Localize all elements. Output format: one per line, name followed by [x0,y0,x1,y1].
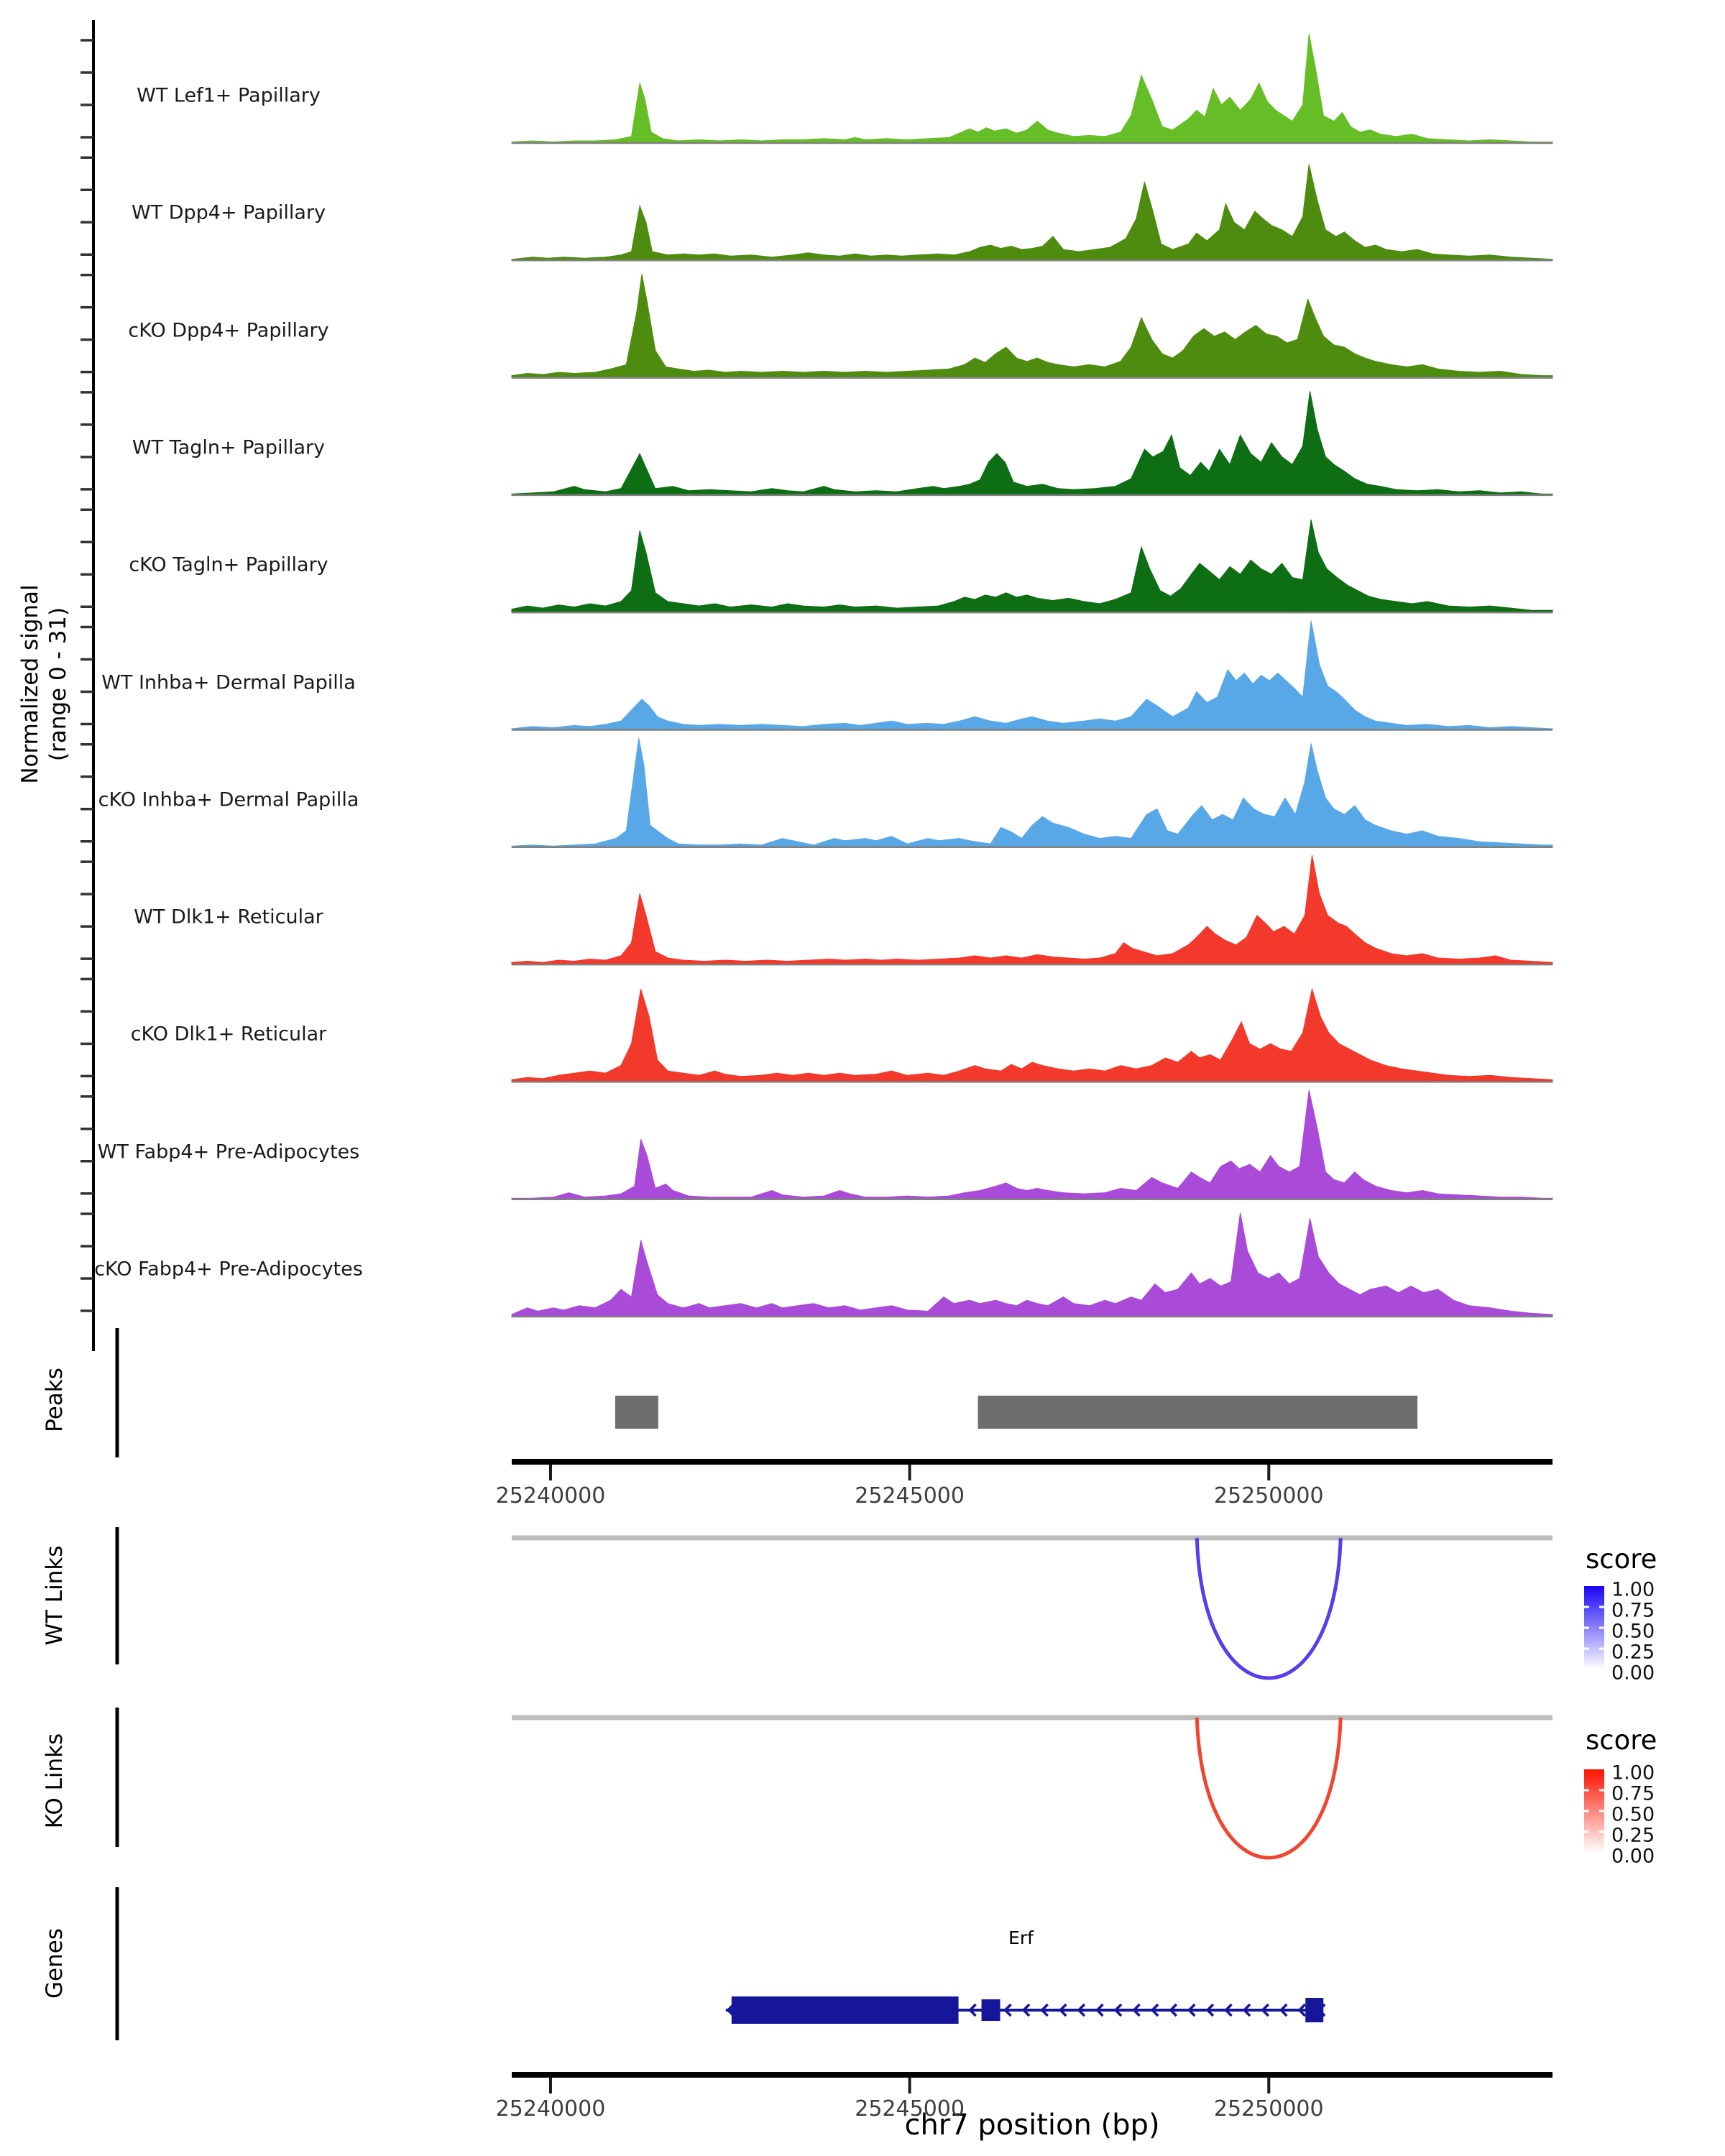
coverage-track [512,34,1552,143]
score-legend-tick-label: 0.75 [1611,1782,1655,1805]
coverage-track [512,1213,1552,1317]
wt-links-score-legend-title: score [1586,1544,1657,1575]
x-axis-tick-label: 25245000 [855,2096,965,2122]
y-axis-label-line2: (range 0 - 31) [45,607,71,762]
link-arc [1197,1718,1340,1858]
coverage-track [512,274,1552,377]
coverage-track [512,1090,1552,1199]
x-axis-tick-label: 25240000 [495,1483,606,1508]
gene-exon-box [732,1996,959,2024]
coverage-track [512,855,1552,964]
gene-exon-box [1305,1998,1323,2022]
y-axis-label-line1: Normalized signal [17,584,43,784]
peak-region-bar [978,1396,1418,1429]
section-label-genes: Genes [42,1928,68,1999]
score-legend-tick-label: 0.50 [1611,1803,1655,1826]
coverage-track [512,520,1552,612]
gene-exon-box [982,1999,1000,2021]
track-label: WT Dpp4+ Papillary [131,201,326,224]
score-legend-tick-label: 1.00 [1611,1578,1655,1601]
track-label: cKO Dlk1+ Reticular [130,1023,327,1046]
score-legend-tick-label: 1.00 [1611,1761,1655,1784]
score-legend-tick-label: 0.75 [1611,1599,1655,1622]
coverage-track [512,165,1552,261]
section-label-wt-links: WT Links [42,1545,68,1646]
track-label: WT Inhba+ Dermal Papilla [101,671,356,694]
gene-name-label: Erf [1008,1927,1034,1948]
track-label: cKO Dpp4+ Papillary [128,319,329,342]
ko-links-score-legend-title: score [1586,1725,1657,1756]
track-label: WT Fabp4+ Pre-Adipocytes [97,1141,360,1164]
track-label: cKO Fabp4+ Pre-Adipocytes [94,1258,363,1281]
track-label: WT Lef1+ Papillary [137,84,321,107]
section-label-peaks: Peaks [42,1368,68,1432]
link-arc [1197,1538,1340,1678]
section-label-ko-links: KO Links [42,1733,68,1829]
track-label: WT Tagln+ Papillary [132,436,326,459]
score-legend-tick-label: 0.25 [1611,1641,1655,1664]
track-label: cKO Tagln+ Papillary [129,553,328,576]
score-legend-tick-label: 0.50 [1611,1620,1655,1643]
coverage-track [512,392,1552,495]
x-axis-tick-label: 25240000 [495,2096,606,2122]
track-label: WT Dlk1+ Reticular [134,906,323,929]
y-axis-label [17,584,73,783]
coverage-track [512,738,1552,847]
coverage-track [512,989,1552,1082]
peak-region-bar [615,1396,658,1429]
x-axis-tick-label: 25250000 [1213,2096,1324,2122]
score-legend-tick-label: 0.00 [1611,1662,1655,1685]
x-axis-tick-label: 25245000 [855,1483,965,1508]
x-axis-tick-label: 25250000 [1213,1483,1324,1508]
coverage-track [512,621,1552,730]
score-legend-tick-label: 0.00 [1611,1845,1655,1868]
x-axis-title: chr7 position (bp) [904,2109,1160,2142]
track-label: cKO Inhba+ Dermal Papilla [98,788,359,811]
score-legend-tick-label: 0.25 [1611,1824,1655,1847]
